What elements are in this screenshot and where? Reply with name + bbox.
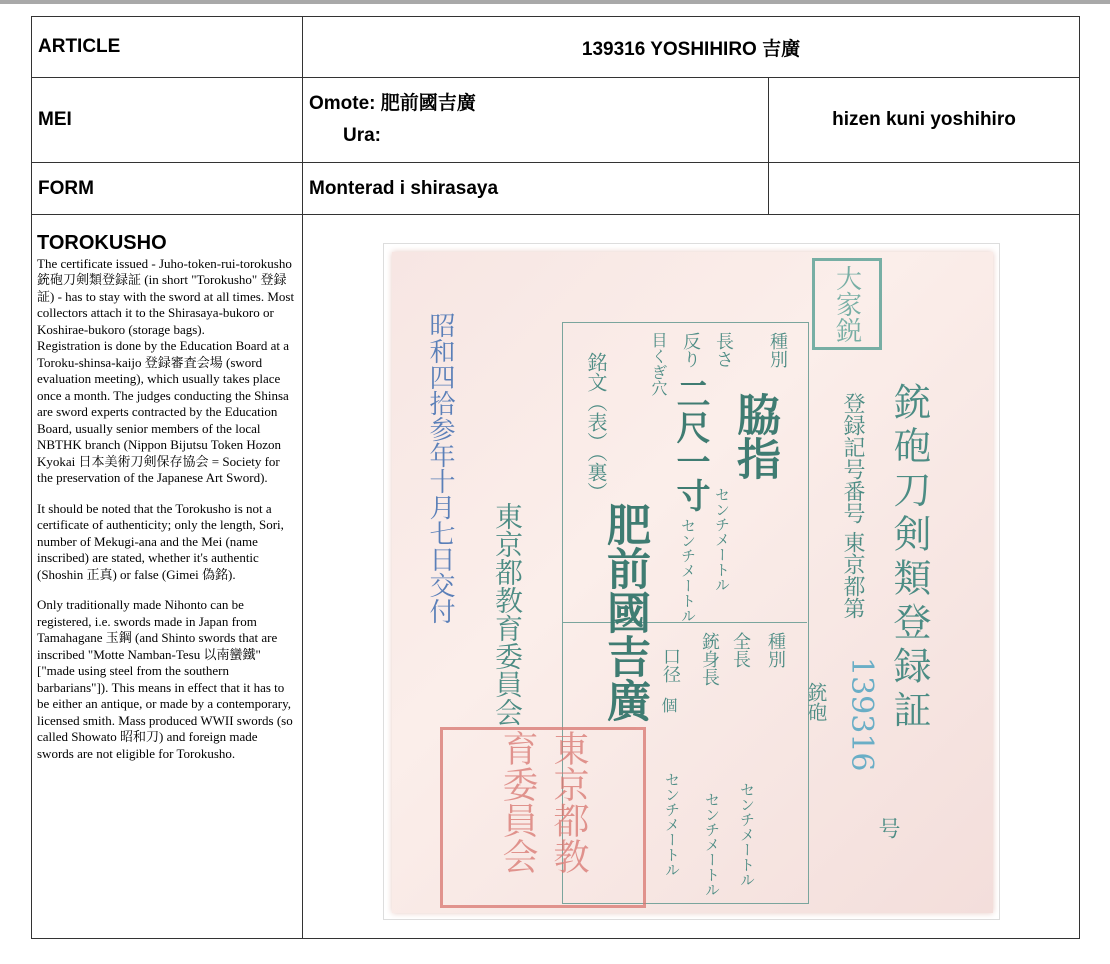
paragraph: Registration is done by the Education Board at a Toroku-shinsa-kaijo 登録審査会場 (sword evaluation meeting), which usually takes place once a month. The judges conducting the Shinsa are sword experts contracted by the Education Board, usually senior members of the local NBTHK branch (Nippon Bijutsu Token Hozon Kyokai 日本美術刀剣保存協会 = Society for the preservation of the Japanese Art Sword). [37,338,289,485]
torokusho-description [32,215,303,939]
field-mekugi: 目くぎ穴 [649,332,668,396]
lower-type: 銃砲 [804,682,828,722]
form-label: FORM [32,163,303,215]
paragraph: Only traditionally made Nihonto can be registered, i.e. swords made in Japan from Tamahagane 玉鋼 (and Shinto swords that are inscribed "Motte Namban-Tesu 以南蠻鐵" ["made using steel from the southern barbarians"]). This means in effect that it has to be either an antique, or made by a contemporary, licensed smith. Mass produced WWII swords (so called Showato 昭和刀) and foreign made swords are not eligible for Torokusho. [37,597,293,761]
mei-romaji: hizen kuni yoshihiro [769,78,1080,163]
top-bar [0,0,1110,4]
field-type: 種別 [767,332,788,368]
lower-field-count: 個 [659,697,678,713]
field-mei: 銘文（表）（裏） [584,352,608,502]
torokusho-title: TOROKUSHO [37,232,167,254]
unit: センチメートル [738,782,756,887]
unit: センチメートル [679,518,697,623]
omote-label: Omote: [309,93,376,114]
handwritten-type: 脇指 [729,392,780,480]
unit: センチメートル [663,772,681,877]
paragraph: The certificate issued - Juho-token-rui-torokusho 銃砲刀剣類登録証 (in short "Torokusho" 登録証) - has to stay with the sword at all times. Most collectors attach it to the Shirasaya-bukoro or Koshirae-bukoro (storage bags). [37,255,295,337]
ura-label: Ura: [343,125,382,146]
certificate-title: 銃砲刀剣類登録証 [887,382,931,734]
lower-field-type: 種別 [765,632,786,668]
issuer: 東京都教育委員会 [491,502,524,726]
unit: センチメートル [713,487,731,592]
handwritten-length: 二尺一寸 [670,376,710,512]
seal-bottom: 東京都教育委員会 [440,727,646,908]
registration-number: 139316 [844,657,879,772]
lower-field-total: 全長 [730,632,751,668]
lower-field-barrel: 銃身長 [699,632,720,686]
registration-label: 登録記号番号 東京都第 [840,392,865,619]
article-label: ARTICLE [32,17,303,78]
omote-value: 肥前國吉廣 [380,93,476,114]
mei-label: MEI [32,78,303,163]
field-sori: 反り [680,332,701,368]
article-value: 139316 YOSHIHIRO 吉廣 [303,17,1080,78]
torokusho-certificate-image [383,243,1000,920]
paragraph: It should be noted that the Torokusho is not a certificate of authenticity; only the length, Sori, number of Mekugi-ana and the Mei (name inscribed) are stated, whether it's authentic (Shoshin 正真) or false (Gimei 偽銘). [37,500,284,582]
registration-suffix: 号 [875,817,900,839]
handwritten-mei: 肥前國吉廣 [599,502,650,722]
lower-field-caliber: 口径 [660,647,681,683]
form-value: Monterad i shirasaya [303,163,769,215]
field-length: 長さ [713,332,734,368]
form-extra [769,163,1080,215]
seal-top: 大家鋭 [812,258,882,350]
unit: センチメートル [703,792,721,897]
issue-date: 昭和四拾参年十月七日交付 [425,312,455,624]
